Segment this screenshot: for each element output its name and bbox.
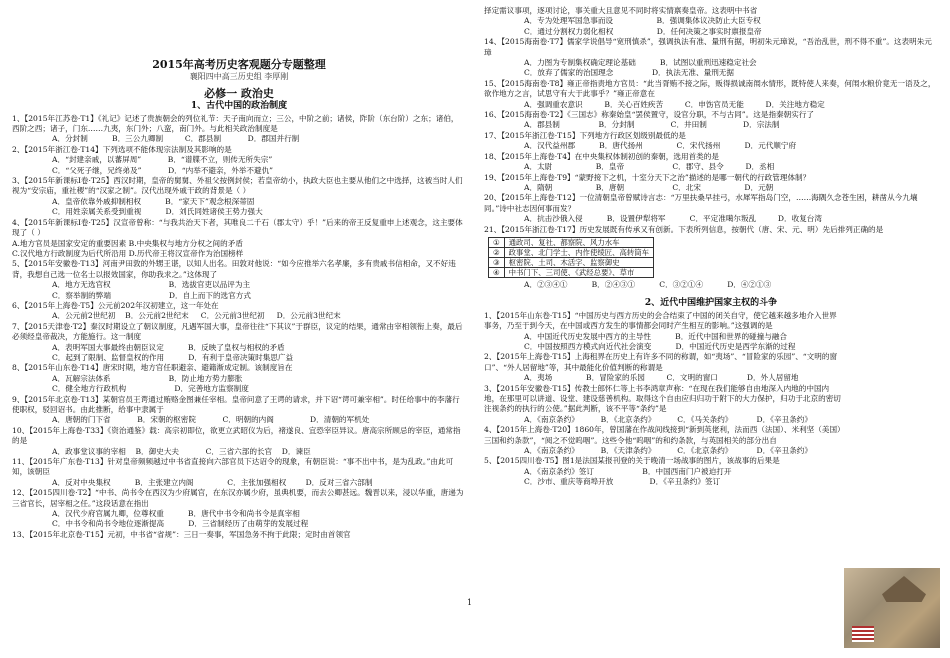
question-text: 21、【2015年浙江卷·T17】历史发展既有传承又有创新。下表所列信息，按朝代（唐、宋、元、明）先后排列正确的是 bbox=[484, 224, 884, 234]
row-content: 通政司、复社、都察院、风力水车 bbox=[504, 237, 653, 247]
answer-options: C．沙市、重庆等商埠开放 D．《辛丑条约》签订 bbox=[524, 477, 721, 487]
question-text: 1、【2015年山东卷·T15】“中国历史与西方历史的会合结束了中国的闭关自守，使它越来越多地介入世界事务，乃至于到今天，在中国或西方发生的事情都会同时产生相互的影响。”这强调的是 bbox=[484, 310, 837, 331]
answer-options: C．起到了限制、监督皇权的作用 D．有利于皇帝决策时集思广益 bbox=[52, 352, 294, 362]
answer-options: A．夷场 B．冒险家的乐园 C．文明的窗口 D．外人居留地 bbox=[524, 373, 799, 383]
question-text: 12、【2015四川卷·T2】“中书、尚书令在西汉为少府属官，在东汉亦属少府，虽典机要，而去公卿甚远。魏晋以来，浸以华重，唐递为三省官长，居宰相之任。”这段话意在指出 bbox=[12, 488, 464, 508]
question-text: 7、【2015天津卷·T2】秦汉时期设立了朝议制度，凡遇军国大事，皇帝往往“下其议”于群臣，议定的结果，通常由宰相领衔上奏，最后必须经皇帝裁决，方能施行。这一制度 bbox=[12, 321, 463, 342]
answer-options: A．瓦解宗法体系 B．防止地方势力膨胀 bbox=[52, 373, 243, 383]
answer-options: A．专为处理军国急事而设 B．强调集体议决防止大臣专权 bbox=[524, 16, 761, 26]
answer-options: A．“封建亲戚，以蕃屏周” B．“谱牒不立，则传无所失宗” bbox=[52, 155, 273, 165]
answer-options: A．抗击沙俄入侵 B．设置伊犁将军 C．平定准噶尔叛乱 D．收复台湾 bbox=[524, 214, 822, 224]
newspaper-illustration bbox=[844, 568, 940, 648]
answer-options: C．通过分割权力弱化相权 D．任何决策之事实时禀报皇帝 bbox=[524, 26, 762, 36]
author-byline: 襄阳四中高三历史组 李厚刚 bbox=[189, 72, 289, 82]
question-text: 11、【2015年广东卷·T13】针对皇帝频频越过中书省直接向六部官员下达诏令的现象，有朝臣说：“事不出中书，是为乱政。”由此可知，该朝臣 bbox=[12, 457, 454, 477]
dynasty-table bbox=[488, 237, 654, 278]
answer-options: A．汉代少府官属九卿，位尊权重 B．唐代中书令和尚书令是真宰相 bbox=[52, 509, 300, 519]
right-questions bbox=[484, 6, 938, 235]
question-text: 2、【2015年上海卷·T15】上海租界在历史上有许多不同的称谓，如“夷场”、“冒险家的乐园”、“文明的窗口”、“外人居留地”等，其中最能化价值判断的称谓是 bbox=[484, 352, 838, 372]
answer-options: C．健全地方行政机构 D．完善地方监察制度 bbox=[52, 384, 249, 394]
answer-options: A．反对中央集权 B．主张建立内阁 C．主张加强相权 D．反对三省六部制 bbox=[52, 477, 373, 487]
question-text: 5、【2015四川卷·T5】图1是法国某报刊登的关于晚清一场战事的图片，该战事的后果是 bbox=[484, 456, 780, 466]
question-text: 6、【2015年上海卷·T5】公元前202年汉初建立，这一年处在 bbox=[12, 300, 219, 310]
row-index: ① bbox=[489, 237, 505, 247]
table-row bbox=[489, 247, 654, 257]
answer-options: A．《南京条约》 B．《天津条约》 C．《北京条约》 D．《辛丑条约》 bbox=[524, 446, 812, 456]
row-index: ② bbox=[489, 247, 505, 257]
row-content: 政事堂、北门学士、内作使绫匠、高转筒车 bbox=[504, 247, 653, 257]
left-column bbox=[12, 0, 466, 540]
answer-options: A．表明军国大事最终由朝臣议定 B．反映了皇权与相权的矛盾 bbox=[52, 342, 285, 352]
answer-options: C．放弃了儒家的治国理念 D．执法无准、量刑无据 bbox=[524, 68, 734, 78]
answer-options: A．汉代益州郡 B．唐代扬州 C．宋代扬州 D．元代顺宁府 bbox=[524, 141, 797, 151]
question-text: A.地方官员是国家安定的重要因素 B.中央集权与地方分权之间的矛盾 bbox=[12, 238, 243, 248]
answer-options: A．太尉 B．皇帝 C．郡守、县令 D．丞相 bbox=[524, 162, 775, 172]
row-index: ③ bbox=[489, 257, 505, 267]
question-text: 9、【2015年北京卷·T13】某朝官员王谔通过贿赂金图兼任宰相。皇帝问意了王谔的请求，并下诏“谔可兼宰相”。时任给事中的李藩行使职权，驳回诏书。由此推断，给事中隶属于 bbox=[12, 394, 460, 414]
question-text: 3、【2015年安徽卷·T15】传教士郎怀仁等上书李鸿章声称：“在现在我们能够自由地深入内地的中国内地，在那里可以讲道、设堂、建设慈善机构。取得这个自由应归归功于附下的大力保护，归功于北京的密切注视条约的执行的公使。”据此判断，该不平等“条约”是 bbox=[484, 383, 841, 414]
answer-options: A．唐朝的门下省 B．宋朝的枢密院 C．明朝的内阁 D．清朝的军机处 bbox=[52, 415, 370, 425]
question-text: 10、【2015年上海卷·T33】《资治通鉴》载：高宗初即位，欲更立武昭仪为后，褚遂良、宜恐宰臣异议。唐高宗所顾忌的宰臣，通常指的是 bbox=[12, 425, 461, 446]
answer-options: A．分封制 B．三公九卿制 C．郡县制 D．郡国并行制 bbox=[52, 134, 300, 144]
document-title: 2015年高考历史客观题分专题整理 bbox=[152, 58, 326, 71]
module-heading: 必修一 政治史 bbox=[204, 86, 274, 100]
question-text: 14、【2015海南卷·T7】儒家学说倡导“宽刑慎杀”，强调执法有准、量刑有据，明初朱元璋说，“吾治乱世，刑不得不重”。这表明朱元璋 bbox=[484, 37, 932, 57]
section-heading-1: 1、古代中国的政治制度 bbox=[190, 101, 288, 112]
left-questions bbox=[12, 114, 466, 541]
table-options: A．②③④① B．②④③① C．③②①④ D．④②①③ bbox=[524, 279, 772, 289]
section-heading-2: 2、近代中国维护国家主权的斗争 bbox=[644, 298, 778, 309]
answer-options: A．中国近代历史发展中西方的主导性 B．近代中国和世界的碰撞与融合 bbox=[524, 331, 788, 341]
answer-options: C．察举制的弊端 D．自上而下的选官方式 bbox=[52, 290, 251, 300]
answer-options: A．隋朝 B．唐朝 C．北宋 D．元朝 bbox=[524, 182, 774, 192]
question-text: 18、【2015年上海卷·T4】在中央集权体制初创的秦朝，选用首类的是 bbox=[484, 151, 719, 161]
answer-options: A．《南京条约》 B．《北京条约》 C．《马关条约》 D．《辛丑条约》 bbox=[524, 414, 812, 424]
answer-options: A．力图为专制集权确定理论基础 B．试图以重刑迅速稳定社会 bbox=[524, 58, 757, 68]
answer-options: C．“父死子继，兄终弟及” D．“内举不避亲，外举不避仇” bbox=[52, 165, 274, 175]
table-row bbox=[489, 237, 654, 247]
answer-options: C．用姓亲属关系受到重视 D．刘氏同姓诸侯王势力强大 bbox=[52, 207, 263, 217]
row-content: 中书门下、三司使、《武经总要》、草市 bbox=[504, 267, 653, 277]
question-text: 4、【2015年上海卷·T20】1860年，曾国藩在作战间线接到“新到英佬利，法而西（法国）、米利坚（美国）三国和约条款”，“阅之不觉呜咽”。这些令他“呜咽”的和约条款，与英国相关的部分出自 bbox=[484, 425, 841, 445]
question-text: 5、【2015年安徽卷·T13】河南尹田敦的外甥王谌，以知人出名。田敦对他说：“如今应推举六名孝廉，多有贵戚书信相命，又不好违背，我想自己选一位名士以报效国家，你助我求之。”这体现了 bbox=[12, 259, 456, 279]
question-text: 17、【2015年浙江卷·T15】下列地方行政区划级别最低的是 bbox=[484, 130, 686, 140]
answer-options: A．政事堂议事的宰相 B．御史大夫 C．三省六部的长官 D．谏臣 bbox=[52, 446, 311, 456]
table-row bbox=[489, 267, 654, 277]
question-text: 20、【2015年上海卷·T12】一位清朝皇帝曾赋诗言志：“万里扶桑早挂弓，水犀军指岛门空，……海隅久念苍生困，耕凿从今九壤同。”诗中社志因何事而发？ bbox=[484, 193, 918, 213]
row-index: ④ bbox=[489, 267, 505, 277]
table-row bbox=[489, 257, 654, 267]
answer-options: A．《南京条约》签订 B．中国西南门户被迫打开 bbox=[524, 466, 732, 476]
answer-options: A．皇帝依靠外戚抑制相权 B．“家天下”观念根深蒂固 bbox=[52, 196, 255, 206]
question-text: 13、【2015年北京卷·T15】元初，中书省“省规”：三日一奏事，军国急务不拘于此限；定时由首领官 bbox=[12, 529, 351, 539]
row-content: 枢密院、土司、木活字、监察御史 bbox=[504, 257, 653, 267]
question-text: 2、【2015年浙江卷·T14】下列选项不能体现宗法制及其影响的是 bbox=[12, 144, 232, 154]
question-text: 19、【2015年上海卷·T9】“蒙野接下之机，十室分天下之治”描述的是哪一朝代的行政管理体制？ bbox=[484, 172, 811, 182]
pagoda-shape bbox=[882, 576, 926, 602]
question-text: 4、【2015年新课标Ⅰ卷·T25】汉宣帝曾称：“与我共治天下者，其唯良二千石（郡太守）乎！”后来的帝王反复重申上述观念，这主要体现了（ ） bbox=[12, 217, 463, 238]
answer-options: C．中书令和尚书令地位逐渐提高 D．三省制经历了由萌芽的发展过程 bbox=[52, 519, 309, 529]
question-text: 1、【2015年江苏卷·T1】《礼记》记述了贵族朝会的列位礼节：天子南向而立；三公，中阶之前；诸侯，阼阶（东台阶）之东；诸伯，西阶之西；诸子，门东……九夷，东门外；八蛮，南门外。与此相关政治制度是 bbox=[12, 113, 459, 134]
question-text: 15、【2015海南卷·T8】雍正帝指责地方官员：“此当胥贿不接之际，贩得损诚南闱水情形，既特使人来奏，何闱水粮价竟无一语及之，欲作地方之言，试思守有大于此事乎？”雍正帝意在 bbox=[484, 78, 936, 99]
question-text: 16、【2015海南卷·T2】《三国志》称秦始皇“罢侯置守，设官分职，不与古同”。这是指秦朝实行了 bbox=[484, 110, 815, 120]
answer-options: A．强调重农意识 B．关心百姓疾苦 C．申饬官员无能 D．关注地方稳定 bbox=[524, 99, 825, 109]
question-text: 3、【2015年新课标Ⅰ卷·T25】西汉时期，皇帝的舅舅、外祖父按例封侯；若皇帝幼小，执政大臣也主要从他们之中选择，这被当时人们视为“安宗庙，重社稷”的“汉家之制”。汉代出现外戚干政的背景是（ ） bbox=[12, 176, 463, 196]
answer-options: A．公元前2世纪初 B．公元前2世纪末 C．公元前3世纪初 D．公元前3世纪末 bbox=[52, 311, 341, 321]
question-text: 8、【2015年山东卷·T14】唐宋时期，地方官任职避亲、避籍渐成定制。该制度旨在 bbox=[12, 363, 293, 373]
answer-options: A．郡县制 B．分封制 C．井田制 D．宗法制 bbox=[524, 120, 780, 130]
question-text: C.汉代地方行政制度为后代所沿用 D.历代帝王将汉宣帝作为治国榜样 bbox=[12, 248, 244, 258]
question-text: 择定需议事项，逐项讨论，事关重大且意见不同时将实情禀奏皇帝。这表明中书省 bbox=[484, 6, 758, 15]
page-number: 1 bbox=[467, 598, 473, 607]
right-column bbox=[484, 0, 938, 488]
right-questions-2 bbox=[484, 311, 844, 488]
flag-shape bbox=[852, 626, 874, 642]
answer-options: C．中国按照西方模式向近代社会演变 D．中国近代历史是西学东渐的过程 bbox=[524, 341, 796, 351]
answer-options: A．地方无选官权 B．选拔官吏以品评为主 bbox=[52, 280, 251, 290]
